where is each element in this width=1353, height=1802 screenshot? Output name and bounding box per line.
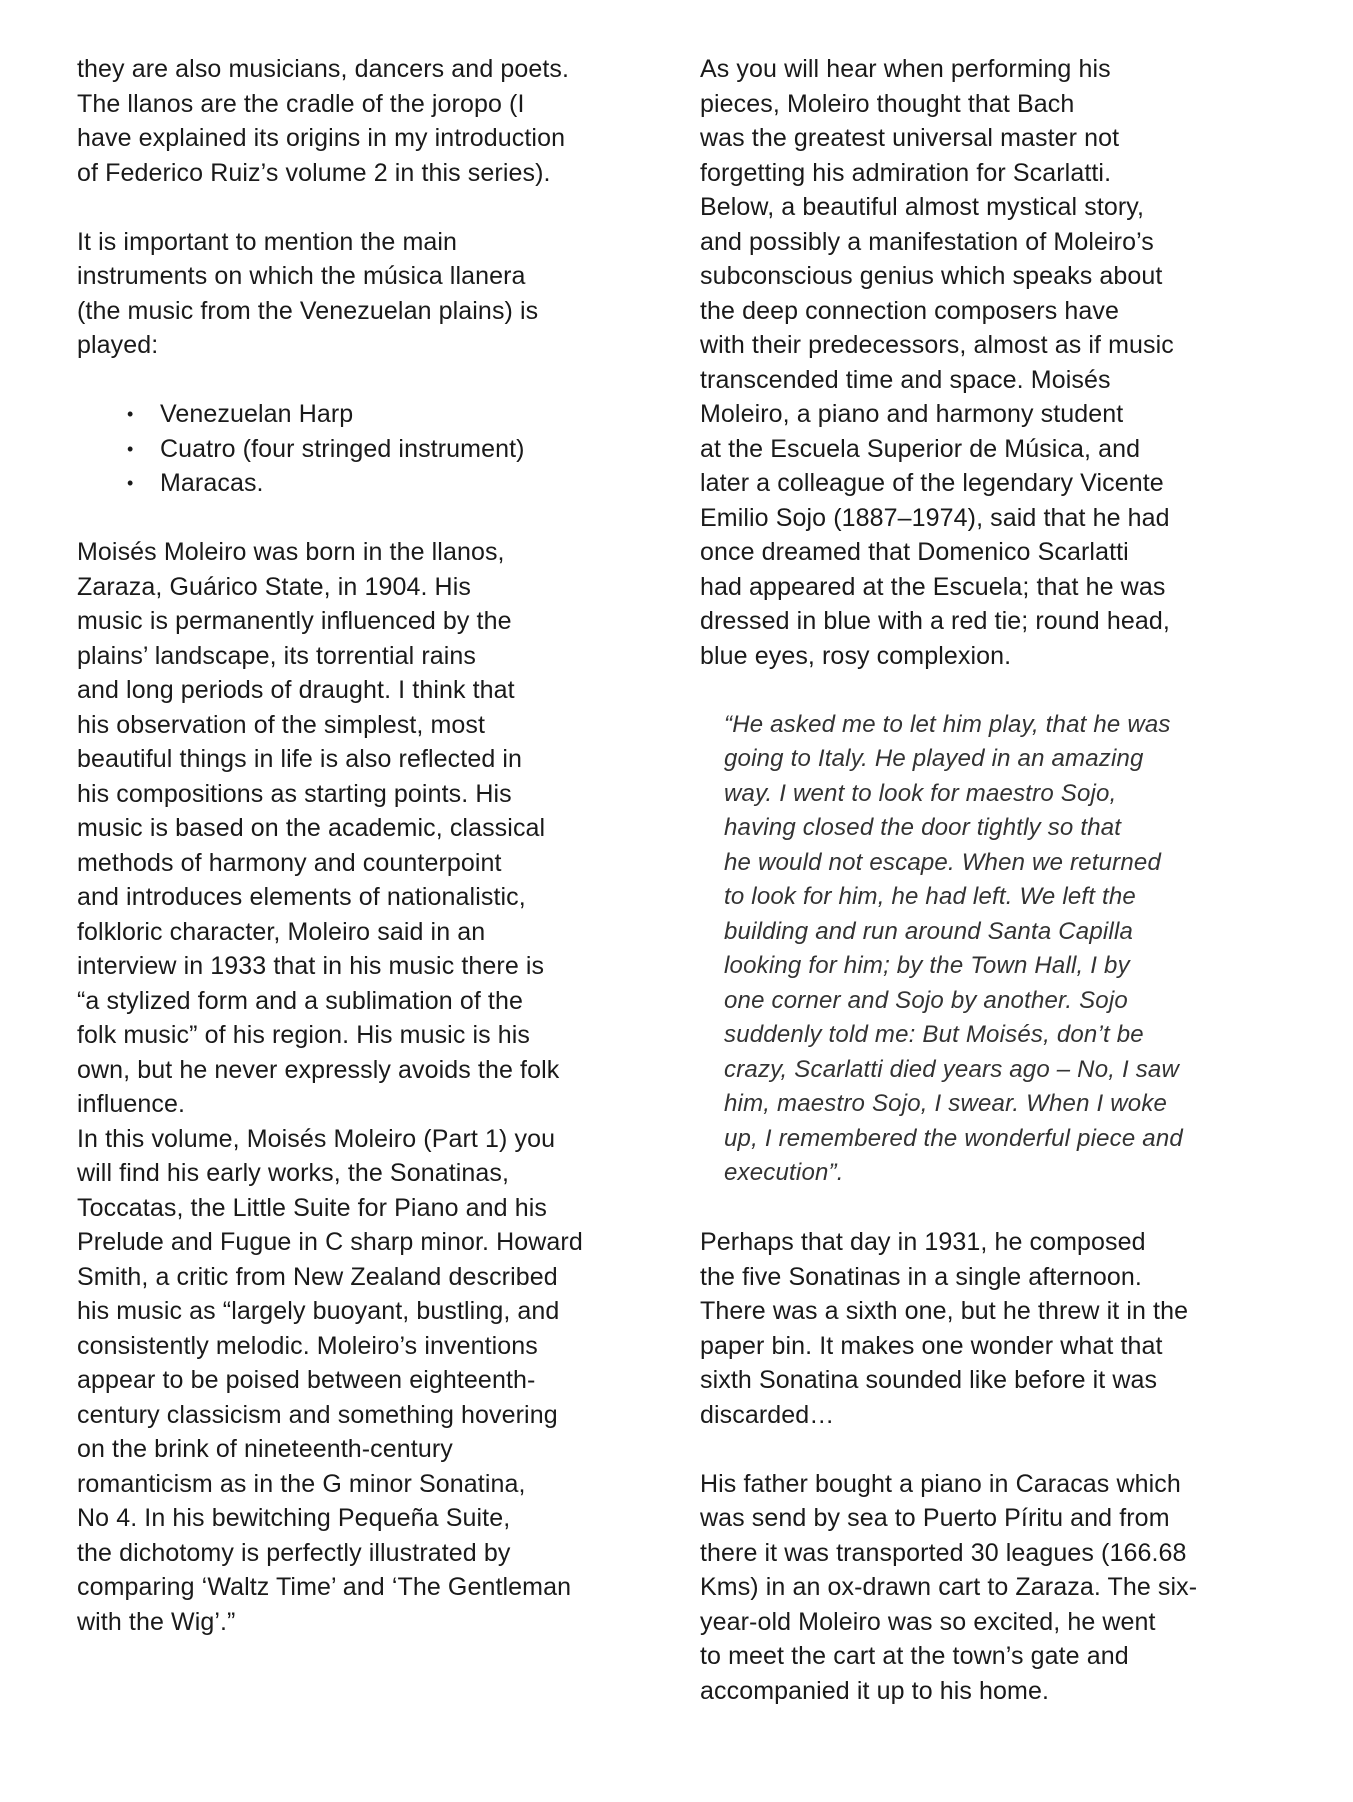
quote-line: him, maestro Sojo, I swear. When I woke [724,1090,1168,1117]
paragraph-gap [700,673,1270,708]
text-line: was the greatest universal master not [700,124,1120,152]
text-line: “a stylized form and a sublimation of the [77,986,523,1015]
text-line: It is important to mention the main [77,227,458,256]
text-line: will find his early works, the Sonatinas, [77,1159,510,1187]
right-column [700,52,1270,1708]
text-line: and long periods of draught. I think that [77,676,515,704]
text-line: of Federico Ruiz’s volume 2 in this series). [77,158,551,187]
text-line: There was a sixth one, but he threw it in the [700,1297,1189,1325]
text-line: The llanos are the cradle of the joropo (I [77,89,525,118]
text-line: played: [77,331,159,359]
quote-line: up, I remembered the wonderful piece and [724,1124,1183,1152]
text-line: plains’ landscape, its torrential rains [77,641,477,670]
text-line: there it was transported 30 leagues (166.68 [700,1538,1187,1567]
text-line: His father bought a piano in Caracas which [700,1469,1181,1498]
text-line: instruments on which the música llanera [77,262,526,290]
paragraph-gap [700,1432,1270,1467]
text-line: Prelude and Fugue in C sharp minor. Howard [77,1228,583,1256]
text-line: In this volume, Moisés Moleiro (Part 1) you [77,1124,556,1153]
text-line: beautiful things in life is also reflected in [77,745,523,773]
text-line: the deep connection composers have [700,296,1119,325]
text-line: Emilio Sojo (1887–1974), said that he had [700,503,1170,532]
text-line: As you will hear when performing his [700,55,1111,83]
text-line: folkloric character, Moleiro said in an [77,917,486,946]
text-line: comparing ‘Waltz Time’ and ‘The Gentleman [77,1573,572,1601]
bullet-icon: • [127,404,134,424]
text-line: blue eyes, rosy complexion. [700,641,1012,670]
list-item-label: Maracas. [160,469,264,497]
quote-line: he would not escape. When we returned [724,848,1161,876]
text-line: on the brink of nineteenth-century [77,1435,453,1463]
text-line: have explained its origins in my introduction [77,124,566,152]
paragraph-gap [700,1191,1270,1226]
text-line: dressed in blue with a red tie; round head, [700,607,1170,635]
text-line: transcended time and space. Moisés [700,365,1111,394]
text-line: and introduces elements of nationalistic, [77,883,526,911]
text-line: Below, a beautiful almost mystical story, [700,193,1145,221]
list-item-label: Venezuelan Harp [160,400,354,428]
text-line: own, but he never expressly avoids the folk [77,1055,560,1084]
text-line: accompanied it up to his home. [700,1676,1050,1705]
quote-line: looking for him; by the Town Hall, I by [724,952,1130,979]
bullet-icon: • [127,473,134,493]
text-line: Moisés Moleiro was born in the llanos, [77,538,505,566]
block-quote [724,708,1270,1191]
text-line: appear to be poised between eighteenth- [77,1366,536,1394]
quote-line: execution”. [724,1159,844,1186]
paragraph-sonatinas [700,1225,1270,1432]
quote-line: crazy, Scarlatti died years ago – No, I saw [724,1055,1180,1083]
text-line: Zaraza, Guárico State, in 1904. His [77,572,471,601]
instrument-list [77,397,647,501]
paragraph-volume-contents [77,1122,647,1640]
text-line: his observation of the simplest, most [77,710,486,739]
text-line: sixth Sonatina sounded like before it was [700,1366,1158,1394]
quote-line: going to Italy. He played in an amazing [724,745,1144,772]
text-line: music is permanently influenced by the [77,607,512,635]
quote-line: to look for him, he had left. We left the [724,883,1136,910]
quote-line: suddenly told me: But Moisés, don’t be [724,1021,1144,1048]
text-line: year-old Moleiro was so excited, he went [700,1607,1156,1636]
text-line: music is based on the academic, classical [77,814,546,842]
text-line: once dreamed that Domenico Scarlatti [700,538,1129,566]
text-line: his music as “largely buoyant, bustling, and [77,1297,560,1325]
text-line: to meet the cart at the town’s gate and [700,1642,1129,1670]
text-line: (the music from the Venezuelan plains) is [77,296,539,325]
text-line: folk music” of his region. His music is his [77,1021,531,1049]
bullet-icon: • [127,438,134,459]
paragraph-gap [77,190,647,225]
text-line: was send by sea to Puerto Píritu and from [700,1504,1170,1532]
text-line: consistently melodic. Moleiro’s inventions [77,1331,538,1360]
text-line: the five Sonatinas in a single afternoon. [700,1262,1142,1291]
text-line: they are also musicians, dancers and poets. [77,55,570,83]
quote-line: “He asked me to let him play, that he was [724,710,1171,738]
quote-line: having closed the door tightly so that [724,814,1122,841]
paragraph-biography [77,535,647,1122]
text-line: subconscious genius which speaks about [700,262,1163,290]
left-column [77,52,647,1639]
text-line: Kms) in an ox-drawn cart to Zaraza. The six- [700,1573,1198,1601]
text-line: Toccatas, the Little Suite for Piano and his [77,1193,547,1222]
paragraph-piano-arrival [700,1467,1270,1709]
text-line: paper bin. It makes one wonder what that [700,1331,1163,1360]
text-line: pieces, Moleiro thought that Bach [700,89,1075,118]
text-line: No 4. In his bewitching Pequeña Suite, [77,1504,511,1532]
paragraph-gap [77,363,647,398]
list-item-label: Cuatro (four stringed instrument) [160,434,525,463]
quote-line: building and run around Santa Capilla [724,917,1134,945]
paragraph-bach-scarlatti [700,52,1270,673]
text-line: interview in 1933 that in his music there is [77,952,545,980]
list-item [77,466,647,501]
text-line: with their predecessors, almost as if music [700,331,1174,359]
quote-line: one corner and Sojo by another. Sojo [724,986,1128,1014]
text-line: forgetting his admiration for Scarlatti. [700,158,1112,187]
paragraph-instruments-intro [77,225,647,363]
list-item [77,432,647,467]
paragraph-gap [77,501,647,536]
text-line: later a colleague of the legendary Vicente [700,469,1164,497]
text-line: with the Wig’.” [77,1607,236,1636]
text-line: and possibly a manifestation of Moleiro’s [700,227,1154,256]
text-line: Smith, a critic from New Zealand described [77,1262,558,1291]
text-line: Moleiro, a piano and harmony student [700,400,1124,428]
paragraph-musicians [77,52,647,190]
text-line: influence. [77,1090,186,1118]
list-item [77,397,647,432]
text-line: had appeared at the Escuela; that he was [700,572,1166,601]
quote-line: way. I went to look for maestro Sojo, [724,779,1117,807]
text-line: Perhaps that day in 1931, he composed [700,1228,1146,1256]
text-line: discarded… [700,1400,835,1429]
text-line: century classicism and something hovering [77,1400,558,1429]
text-line: methods of harmony and counterpoint [77,848,502,877]
text-line: romanticism as in the G minor Sonatina, [77,1469,526,1498]
text-line: his compositions as starting points. His [77,779,512,808]
text-line: the dichotomy is perfectly illustrated by [77,1538,511,1567]
text-line: at the Escuela Superior de Música, and [700,434,1141,463]
